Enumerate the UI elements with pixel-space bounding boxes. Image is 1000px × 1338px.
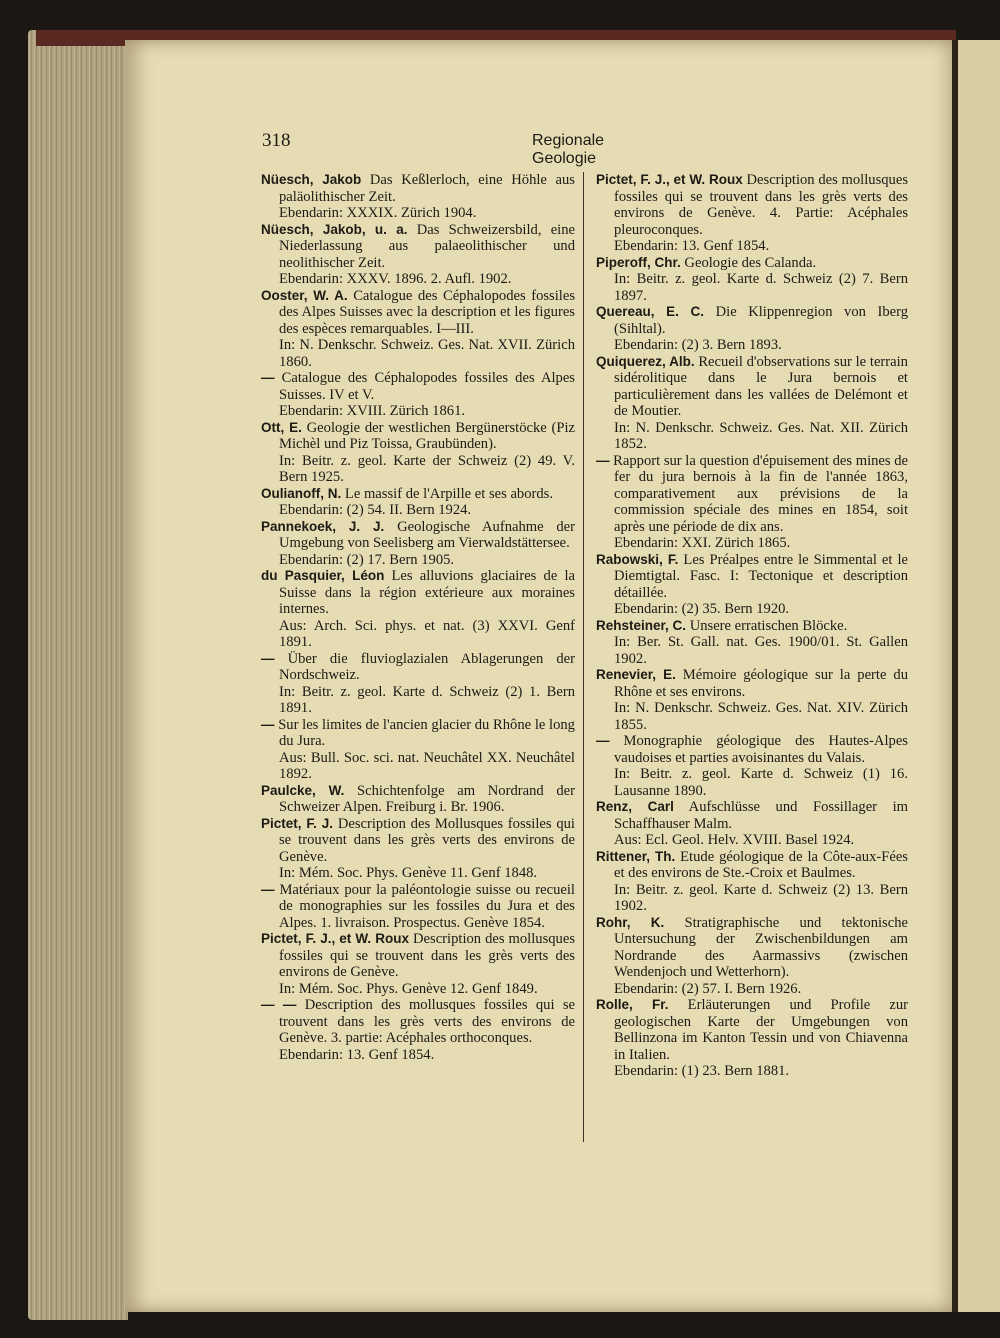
bibliography-entry <box>596 354 908 453</box>
entry-title: Mémoire géologique sur la perte du Rhône et ses environs. <box>614 667 908 700</box>
entry-author: Rabowski, F. <box>596 551 679 567</box>
entry-title: Erläuterungen und Profile zur geologischen Karte der Umgebungen von Bellinzona im Kanton Tessin und von Chiavenna in Italien. <box>614 997 909 1063</box>
entry-title: Recueil d'observations sur le terrain sidérolitique dans le Jura bernois et particulièrement dans les vallées de Delémont et de Moutier. <box>614 353 908 419</box>
entry-title: Stratigraphische und tektonische Untersuchung der Zwischenbildungen am Nordrande des Aarmassivs (zwischen Wendenjoch und Wetterhorn). <box>614 914 908 980</box>
entry-author: Rolle, Fr. <box>596 997 669 1012</box>
entry-citation <box>261 486 575 503</box>
entry-title: Aufschlüsse und Fossillager im Schaffhauser Malm. <box>614 799 908 832</box>
entry-citation <box>261 420 575 453</box>
page-header <box>262 130 662 167</box>
entry-citation <box>261 651 575 684</box>
entry-source: Ebendarin: (2) 54. II. Bern 1924. <box>279 502 472 518</box>
entry-citation <box>596 618 908 635</box>
entry-citation <box>261 931 575 981</box>
entry-citation <box>596 255 908 272</box>
entry-source: In: Ber. St. Gall. nat. Ges. 1900/01. St. Gallen 1902. <box>614 634 908 667</box>
entry-title: Sur les limites de l'ancien glacier du Rhône le long du Jura. <box>278 716 575 749</box>
entry-citation <box>596 799 908 832</box>
entry-author: — <box>261 650 275 666</box>
entry-title: Das Schweizersbild, eine Niederlassung aus palaeolithischer und neolithischer Zeit. <box>279 221 576 271</box>
entry-author: — <box>261 370 275 385</box>
entry-source: Ebendarin: (2) 35. Bern 1920. <box>614 601 790 617</box>
entry-source: Ebendarin: (2) 3. Bern 1893. <box>614 337 782 353</box>
entry-title: Description des mollusques fossiles qui se trouvent dans les grès verts des environs de Genève. <box>279 931 576 980</box>
entry-source: In: Mém. Soc. Phys. Genève 11. Genf 1848. <box>279 865 538 881</box>
entry-title: Etude géologique de la Côte-aux-Fées et des environs de Ste.-Croix et Baulmes. <box>614 848 908 881</box>
bibliography-entry <box>261 486 575 519</box>
bibliography-entry <box>261 370 575 420</box>
bibliography-entry <box>261 882 575 932</box>
entry-author: Quiquerez, Alb. <box>596 353 695 369</box>
entry-source: In: Beitr. z. geol. Karte d. Schweiz (2) 13. Bern 1902. <box>614 881 908 914</box>
entry-title: Matériaux pour la paléontologie suisse ou recueil de monographies sur les fossiles du Jura et des Alpes. 1. livraison. Prospectus. Genève 1854. <box>279 881 575 931</box>
bibliography-entry <box>261 172 575 222</box>
entry-author: Paulcke, W. <box>261 782 345 798</box>
entry-citation <box>596 667 908 700</box>
bibliography-entry <box>261 420 575 486</box>
page-number: 318 <box>262 130 291 151</box>
bibliography-entry <box>261 931 575 997</box>
bibliography-entry <box>596 915 908 998</box>
entry-title: Catalogue des Céphalopodes fossiles des Alpes Suisses avec la description et les figures des espèces remarquables. I—III. <box>279 287 575 337</box>
entry-source: In: Beitr. z. geol. Karte d. Schweiz (2) 1. Bern 1891. <box>279 683 575 716</box>
entry-author: — <box>596 452 610 468</box>
entry-source: Aus: Arch. Sci. phys. et nat. (3) XXVI. Genf 1891. <box>279 617 575 650</box>
running-title: Regionale Geologie <box>532 132 605 167</box>
entry-author: Oulianoff, N. <box>261 485 342 501</box>
entry-citation <box>261 519 575 552</box>
entry-citation <box>261 783 575 816</box>
entry-author: Rehsteiner, C. <box>596 617 687 633</box>
entry-title: Les Préalpes entre le Simmental et le Diemtigtal. Fasc. I: Tectonique et description détaillée. <box>614 551 908 601</box>
entry-title: Description des Mollusques fossiles qui se trouvent dans les grès verts des environs de Genève. <box>279 815 575 865</box>
entry-author: Rittener, Th. <box>596 848 676 864</box>
entry-author: Nüesch, Jakob, u. a. <box>261 221 408 237</box>
entry-author: Ott, E. <box>261 419 302 435</box>
entry-citation <box>596 915 908 981</box>
left-column <box>261 172 575 1063</box>
entry-title: Geologie des Calanda. <box>684 254 817 271</box>
bibliography-entry <box>596 618 908 668</box>
entry-title: Über die fluvioglazialen Ablagerungen der Nordschweiz. <box>279 650 575 683</box>
entry-source: In: N. Denkschr. Schweiz. Ges. Nat. XIV. Zürich 1855. <box>614 700 908 733</box>
entry-author: Renevier, E. <box>596 667 676 682</box>
bibliography-entry <box>261 717 575 783</box>
entry-source: Ebendarin: 13. Genf 1854. <box>614 238 770 254</box>
bibliography-entry <box>596 799 908 849</box>
entry-author: — <box>261 716 275 732</box>
entry-source: In: Beitr. z. geol. Karte d. Schweiz (1) 16. Lausanne 1890. <box>614 766 908 799</box>
entry-source: Aus: Bull. Soc. sci. nat. Neuchâtel XX. Neuchâtel 1892. <box>279 749 575 782</box>
bibliography-entry <box>596 667 908 733</box>
bibliography-entry <box>261 651 575 717</box>
bibliography-entry <box>596 552 908 618</box>
entry-source: Ebendarin: (1) 23. Bern 1881. <box>614 1063 790 1079</box>
entry-title: Les alluvions glaciaires de la Suisse dans la région extérieure aux moraines internes. <box>279 568 576 617</box>
entry-title: Das Keßlerloch, eine Höhle aus paläolithischer Zeit. <box>279 172 575 205</box>
entry-title: Geologie der westlichen Bergünerstöcke (Piz Michèl und Piz Toissa, Graubünden). <box>279 419 575 452</box>
entry-title: Description des mollusques fossiles qui se trouvent dans les grès verts des environs de Genève. 3. partie: Acéphales orthoconques. <box>279 997 575 1046</box>
column-divider <box>583 172 584 1142</box>
entry-citation <box>261 816 575 866</box>
entry-author: Piperoff, Chr. <box>596 254 681 270</box>
entry-source: Ebendarin: 13. Genf 1854. <box>279 1046 435 1063</box>
entry-citation <box>596 453 908 536</box>
entry-title: Die Klippenregion von Iberg (Sihltal). <box>614 304 909 337</box>
bibliography-entry <box>596 733 908 799</box>
bibliography-entry <box>261 568 575 651</box>
entry-citation <box>261 882 575 932</box>
entry-author: — <box>261 881 275 897</box>
entry-source: In: N. Denkschr. Schweiz. Ges. Nat. XII. Zürich 1852. <box>614 419 908 452</box>
entry-citation <box>596 849 908 882</box>
bibliography-entry <box>261 783 575 816</box>
entry-citation <box>596 304 908 337</box>
entry-citation <box>261 370 575 403</box>
entry-source: Aus: Ecl. Geol. Helv. XVIII. Basel 1924. <box>614 832 855 848</box>
entry-source: Ebendarin: XXXIX. Zürich 1904. <box>279 205 477 221</box>
bibliography-entry <box>596 453 908 552</box>
entry-citation <box>596 552 908 602</box>
entry-title: Catalogue des Céphalopodes fossiles des Alpes Suisses. IV et V. <box>279 370 575 403</box>
bibliography-entry <box>261 288 575 371</box>
entry-citation <box>596 997 908 1063</box>
bibliography-entry <box>596 849 908 915</box>
entry-author: Nüesch, Jakob <box>261 172 362 187</box>
entry-title: Monographie géologique des Hautes-Alpes vaudoises et parties avoisinantes du Valais. <box>614 733 908 766</box>
bibliography-entry <box>596 172 908 255</box>
entry-author: Rohr, K. <box>596 914 665 930</box>
entry-author: du Pasquier, Léon <box>261 568 385 583</box>
book-page-edges <box>28 30 128 1320</box>
entry-title: Le massif de l'Arpille et ses abords. <box>344 485 554 502</box>
entry-source: Ebendarin: (2) 17. Bern 1905. <box>279 551 455 568</box>
right-column <box>596 172 908 1080</box>
entry-title: Geologische Aufnahme der Umgebung von Seelisberg am Vierwaldstättersee. <box>279 518 576 551</box>
entry-citation <box>261 288 575 338</box>
entry-source: Ebendarin: XXI. Zürich 1865. <box>614 535 791 551</box>
entry-author: — — <box>261 997 297 1012</box>
entry-author: Quereau, E. C. <box>596 304 705 319</box>
entry-author: Pannekoek, J. J. <box>261 518 385 534</box>
entry-citation <box>261 222 575 272</box>
entry-title: Rapport sur la question d'épuisement des mines de fer du jura bernois à la fin de l'année 1863, comparativement aux prévisions de la commission spéciale des mines en 1854, soit après une période de dix ans. <box>613 452 909 535</box>
entry-source: In: Beitr. z. geol. Karte der Schweiz (2) 49. V. Bern 1925. <box>279 452 575 485</box>
entry-source: In: Beitr. z. geol. Karte d. Schweiz (2) 7. Bern 1897. <box>614 271 908 304</box>
bibliography-entry <box>596 304 908 354</box>
bibliography-entry <box>261 997 575 1063</box>
entry-citation <box>596 354 908 420</box>
entry-title: Description des mollusques fossiles qui se trouvent dans les grès verts des environs de Genève. 4. Partie: Acéphales pleuroconques. <box>614 172 909 238</box>
entry-author: Pictet, F. J., et W. Roux <box>596 172 743 187</box>
bibliography-entry <box>596 255 908 305</box>
entry-author: Ooster, W. A. <box>261 287 348 303</box>
bibliography-entry <box>261 816 575 882</box>
entry-author: Pictet, F. J., et W. Roux <box>261 931 409 946</box>
entry-source: Ebendarin: XVIII. Zürich 1861. <box>279 403 466 419</box>
entry-citation <box>261 172 575 205</box>
entry-title: Schichtenfolge am Nordrand der Schweizer Alpen. Freiburg i. Br. 1906. <box>279 782 575 815</box>
entry-author: Pictet, F. J. <box>261 815 334 831</box>
entry-source: In: Mém. Soc. Phys. Genève 12. Genf 1849. <box>279 980 538 997</box>
bibliography-entry <box>596 997 908 1080</box>
entry-author: — <box>596 733 610 748</box>
entry-author: Renz, Carl <box>596 799 674 814</box>
entry-citation <box>261 997 575 1047</box>
facing-page-edge <box>958 40 1000 1312</box>
entry-citation <box>596 733 908 766</box>
entry-source: Ebendarin: (2) 57. I. Bern 1926. <box>614 980 802 997</box>
entry-citation <box>596 172 908 238</box>
entry-title: Unsere erratischen Blöcke. <box>689 617 848 634</box>
entry-source: In: N. Denkschr. Schweiz. Ges. Nat. XVII. Zürich 1860. <box>279 337 575 370</box>
entry-source: Ebendarin: XXXV. 1896. 2. Aufl. 1902. <box>279 271 512 287</box>
entry-citation <box>261 568 575 618</box>
entry-citation <box>261 717 575 750</box>
bibliography-entry <box>261 519 575 569</box>
bibliography-entry <box>261 222 575 288</box>
